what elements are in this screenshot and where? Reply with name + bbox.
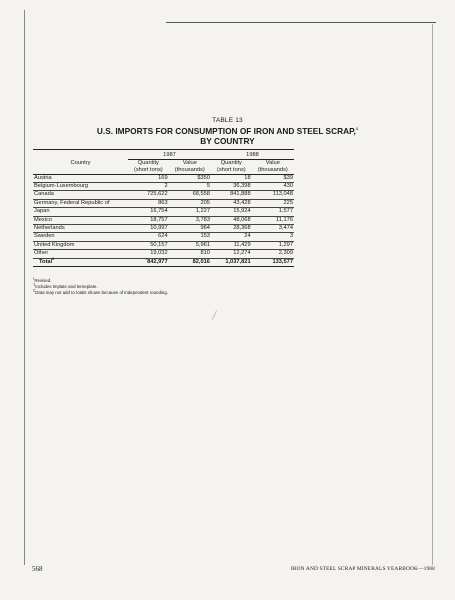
title-footnote-mark: 1 <box>355 126 359 132</box>
page-number: 568 <box>32 565 43 573</box>
table-title <box>20 126 435 146</box>
table-row <box>33 225 294 233</box>
row-quantity-1988: 36,398 <box>211 183 252 191</box>
row-quantity-1988: 15,924 <box>211 208 252 216</box>
table-row <box>33 191 294 199</box>
row-country: Other <box>33 250 128 258</box>
row-value-1987: $350 <box>169 174 211 182</box>
row-value-1987: 3,783 <box>169 216 211 224</box>
total-value-1987: 82,016 <box>169 258 211 266</box>
row-country: Mexico <box>33 216 128 224</box>
row-value-1988: 11,176 <box>252 216 294 224</box>
row-quantity-1988: 12,274 <box>211 250 252 258</box>
imports-table <box>33 149 294 267</box>
row-quantity-1987: 50,157 <box>128 241 169 249</box>
row-value-1988: 2,309 <box>252 250 294 258</box>
revised-mark: r <box>145 255 148 261</box>
row-country: Sweden <box>33 233 128 241</box>
row-country: United Kingdom <box>33 241 128 249</box>
row-quantity-1987: 624 <box>128 233 169 241</box>
page-gutter-line <box>24 10 25 565</box>
table-row <box>33 216 294 224</box>
table-title-line2: BY COUNTRY <box>200 136 255 146</box>
row-value-1988: 113,048 <box>252 191 294 199</box>
row-quantity-1987: 863 <box>128 199 169 207</box>
total-label: Total$^2$ <box>33 258 128 266</box>
total-value-1988: 133,577 <box>252 258 294 266</box>
row-country: Austria <box>33 174 128 182</box>
column-header-row <box>33 160 294 174</box>
row-value-1988: 3,474 <box>252 225 294 233</box>
row-quantity-1987: 725,622 <box>128 191 169 199</box>
col-country: Country <box>33 160 128 174</box>
row-quantity-1988: 841,888 <box>211 191 252 199</box>
table-title-line1: U.S. IMPORTS FOR CONSUMPTION OF IRON AND STEEL SCRAP, <box>96 126 356 136</box>
row-quantity-1988: 43,428 <box>211 199 252 207</box>
total-footnote-mark: 2 <box>52 255 55 261</box>
row-value-1987: 205 <box>169 199 211 207</box>
row-value-1988: 430 <box>252 183 294 191</box>
footnote: $^2$Data may not add to totals shown because of independent rounding. <box>33 287 169 295</box>
row-quantity-1988: 24 <box>211 233 252 241</box>
footnote: $^1$Includes tinplate and terneplate. <box>33 281 98 289</box>
total-quantity-1988: 1,037,821 <box>211 258 252 266</box>
table-number: TABLE 13 <box>212 117 243 124</box>
footnote: $^r$Revised. <box>33 275 52 283</box>
row-quantity-1987: 2 <box>128 183 169 191</box>
year-header-row <box>33 152 294 160</box>
header-rule <box>166 22 436 23</box>
row-quantity-1988: 28,368 <box>211 225 252 233</box>
row-quantity-1987: 18,757 <box>128 216 169 224</box>
row-value-1988: 3 <box>252 233 294 241</box>
row-value-1987: 810 <box>169 250 211 258</box>
row-country: Canada <box>33 191 128 199</box>
row-value-1988: 1,297 <box>252 241 294 249</box>
table-row <box>33 174 294 182</box>
total-quantity-1987: $^r$842,977 <box>128 258 169 266</box>
year-1988: 1988 <box>211 152 294 160</box>
year-1987: 1987 <box>128 152 211 160</box>
table-row <box>33 208 294 216</box>
row-value-1987: 68,558 <box>169 191 211 199</box>
row-value-1988: 225 <box>252 199 294 207</box>
row-country: Belgium-Luxembourg <box>33 183 128 191</box>
total-row <box>33 258 294 266</box>
stray-mark <box>212 310 217 319</box>
table-row <box>33 241 294 249</box>
running-footer: IRON AND STEEL SCRAP MINERALS YEARBOOK—1988 <box>290 566 435 572</box>
row-country: Netherlands <box>33 225 128 233</box>
row-country: Germany, Federal Republic of <box>33 199 128 207</box>
table-row <box>33 250 294 258</box>
row-quantity-1987: 10,997 <box>128 225 169 233</box>
row-value-1987: 5 <box>169 183 211 191</box>
table-row <box>33 233 294 241</box>
col-value-1987: Value (thousands) <box>169 160 211 174</box>
table-row <box>33 183 294 191</box>
row-value-1987: 153 <box>169 233 211 241</box>
row-quantity-1988: 11,429 <box>211 241 252 249</box>
row-quantity-1987: 19,032 <box>128 250 169 258</box>
row-quantity-1988: 48,068 <box>211 216 252 224</box>
row-value-1987: 964 <box>169 225 211 233</box>
row-country: Japan <box>33 208 128 216</box>
row-value-1987: 1,227 <box>169 208 211 216</box>
table-row <box>33 199 294 207</box>
row-quantity-1987: 16,754 <box>128 208 169 216</box>
row-quantity-1987: 169 <box>128 174 169 182</box>
col-quantity-1988: Quantity (short tons) <box>211 160 252 174</box>
page-margin-line <box>432 24 433 565</box>
row-value-1988: 1,577 <box>252 208 294 216</box>
col-value-1988: Value (thousands) <box>252 160 294 174</box>
col-quantity-1987: Quantity (short tons) <box>128 160 169 174</box>
row-value-1988: $39 <box>252 174 294 182</box>
row-quantity-1988: 18 <box>211 174 252 182</box>
row-value-1987: 5,961 <box>169 241 211 249</box>
footnotes <box>33 275 293 295</box>
